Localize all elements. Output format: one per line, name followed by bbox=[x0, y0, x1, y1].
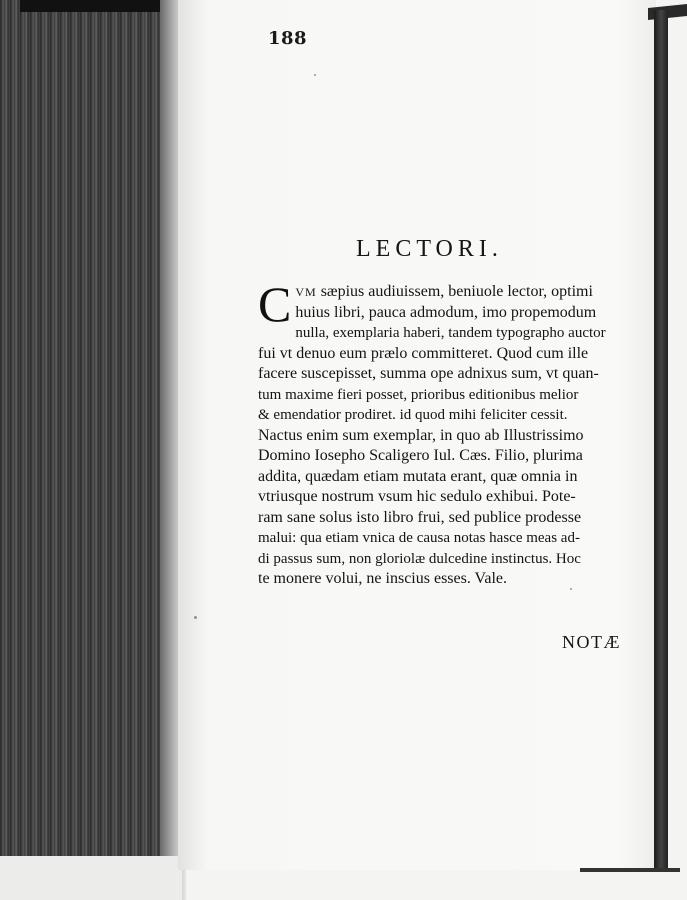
catchword: NOTÆ bbox=[562, 632, 621, 652]
book-gutter bbox=[0, 0, 182, 900]
text-line: di passus sum, non gloriolæ dulcedine instinctus. Hoc bbox=[258, 550, 581, 567]
text-line: vtriusque nostrum vsum hic sedulo exhibui. Pote- bbox=[258, 488, 576, 505]
first-word-rest: VM bbox=[295, 285, 317, 299]
text-line-content: sæpius audiuissem, beniuole lector, optimi bbox=[320, 283, 593, 300]
text-line: nulla, exemplaria haberi, tandem typographo auctor bbox=[295, 325, 606, 341]
body-text bbox=[258, 276, 658, 590]
gutter-bottom bbox=[0, 856, 182, 900]
text-line: tum maxime fieri posset, prioribus editionibus melior bbox=[258, 386, 579, 403]
text-line: addita, quædam etiam mutata erant, quæ omnia in bbox=[258, 467, 578, 485]
paper-speck bbox=[314, 74, 316, 76]
text-line: & emendatior prodiret. id quod mihi feliciter cessit. bbox=[258, 407, 568, 423]
right-page-foot bbox=[580, 868, 680, 872]
text-line: malui: qua etiam vnica de causa notas hasce meas ad- bbox=[258, 530, 580, 546]
page-heading: LECTORI. bbox=[356, 236, 503, 262]
text-line: Domino Iosepho Scaligero Iul. Cæs. Filio, plurima bbox=[258, 447, 583, 464]
text-line: facere suscepisset, summa ope adnixus sum, vt quan- bbox=[258, 365, 599, 382]
text-line: Nactus enim sum exemplar, in quo ab Illustrissimo bbox=[258, 426, 584, 444]
text-line: te monere volui, ne inscius esses. Vale. bbox=[258, 570, 507, 587]
paper-speck bbox=[194, 616, 197, 619]
text-line: fui vt denuo eum prælo committeret. Quod cum ille bbox=[258, 344, 589, 362]
text-line: ram sane solus isto libro frui, sed publice prodesse bbox=[258, 508, 582, 526]
text-line bbox=[258, 282, 658, 303]
gutter-top-shadow bbox=[20, 0, 182, 12]
drop-cap: C bbox=[258, 276, 292, 332]
text-line: huius libri, pauca admodum, imo propemodum bbox=[295, 303, 597, 321]
page-number: 188 bbox=[268, 28, 308, 49]
paper-speck bbox=[570, 588, 572, 590]
